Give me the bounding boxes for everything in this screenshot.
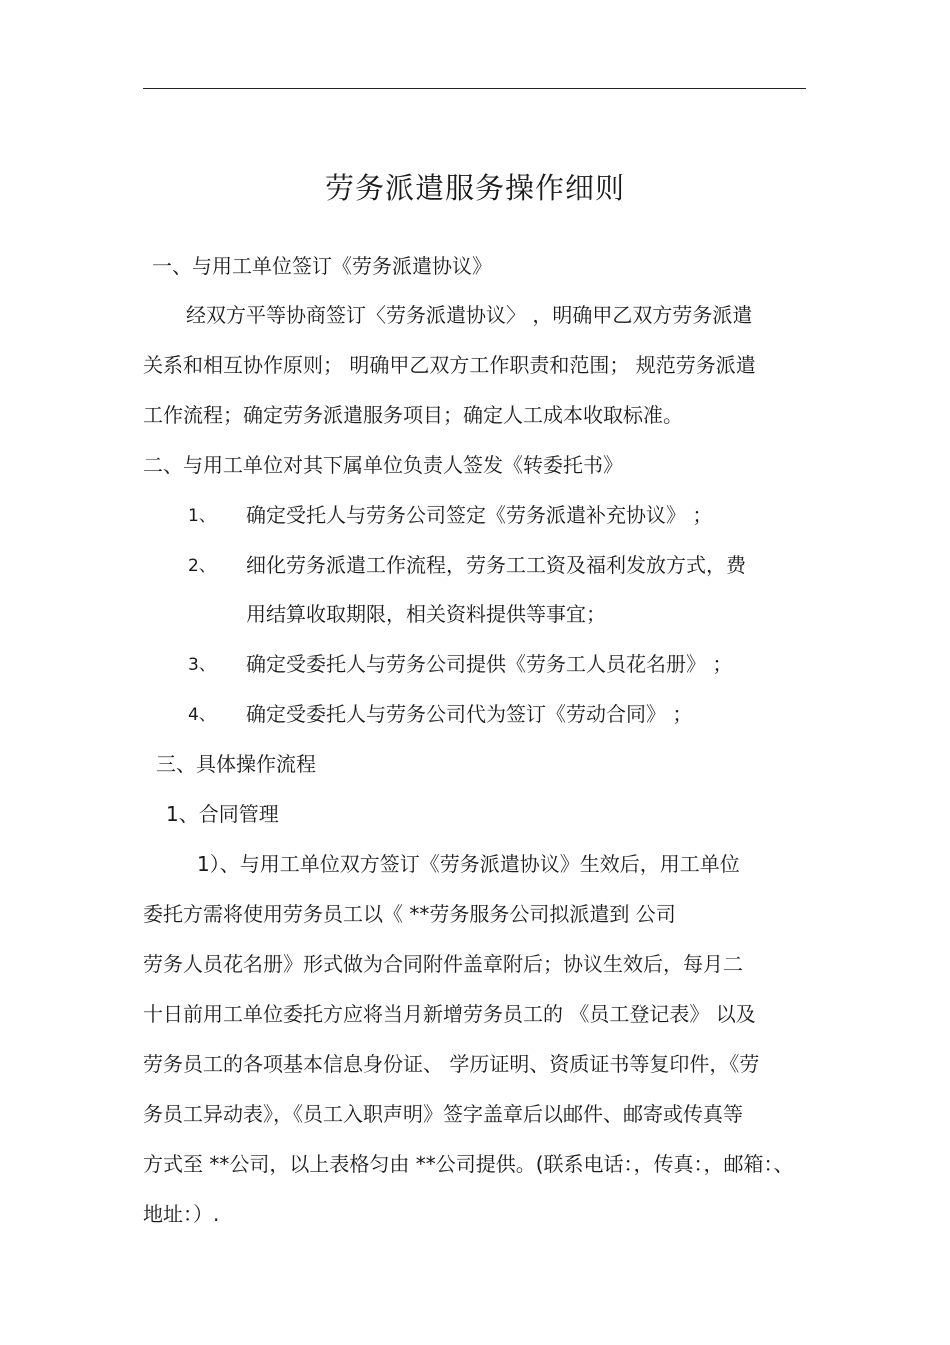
list-item-text: 细化劳务派遣工作流程，劳务工工资及福利发放方式，费 [246, 553, 746, 577]
list-item-number: 3、 [188, 655, 216, 675]
section-3-para-line: 地址：）. [143, 1202, 220, 1226]
section-1-heading: 一、与用工单位签订《劳务派遣协议》 [152, 254, 492, 278]
section-3-para-line: 十日前用工单位委托方应将当月新增劳务员工的 《员工登记表》 以及 [143, 1002, 756, 1026]
section-3-para-line: 劳务人员花名册》形式做为合同附件盖章附后；协议生效后，每月二 [143, 952, 743, 976]
list-item-text: 用结算收取期限，相关资料提供等事宜； [246, 602, 606, 626]
section-3-para-line: 1）、与用工单位双方签订《劳务派遣协议》生效后，用工单位 [197, 852, 740, 876]
list-item-number: 2、 [188, 556, 216, 576]
section-2-heading: 二、与用工单位对其下属单位负责人签发《转委托书》 [143, 453, 623, 477]
section-1-para-line: 关系和相互协作原则； 明确甲乙双方工作职责和范围； 规范劳务派遣 [143, 353, 756, 377]
list-item-number: 4、 [188, 705, 216, 725]
list-item-text: 确定受委托人与劳务公司代为签订《劳动合同》 ； [246, 702, 693, 726]
section-1-para-line: 工作流程；确定劳务派遣服务项目；确定人工成本收取标准。 [143, 403, 683, 427]
list-item-number: 1、 [188, 506, 216, 526]
section-3-para-line: 务员工异动表》，《员工入职声明》签字盖章后以邮件、邮寄或传真等 [143, 1102, 743, 1126]
header-rule [143, 88, 806, 89]
section-3-para-line: 劳务员工的各项基本信息身份证、 学历证明、资质证书等复印件，《劳 [143, 1052, 760, 1076]
list-item-text: 确定受托人与劳务公司签定《劳务派遣补充协议》 ； [246, 503, 713, 527]
section-3-para-line: 委托方需将使用劳务员工以《 **劳务服务公司拟派遣到 公司 [143, 902, 676, 926]
section-3-para-line: 方式至 **公司，以上表格匀由 **公司提供。(联系电话：，传真：，邮箱：、 [143, 1152, 794, 1176]
section-1-para-line: 经双方平等协商签订〈劳务派遣协议〉 ，明确甲乙双方劳务派遣 [186, 303, 753, 327]
list-item-text: 确定受委托人与劳务公司提供《劳务工人员花名册》 ； [246, 652, 733, 676]
document-title: 劳务派遣服务操作细则 [324, 171, 625, 205]
section-3-heading: 三、具体操作流程 [156, 752, 316, 776]
section-3-subheading: 1、合同管理 [166, 802, 279, 826]
